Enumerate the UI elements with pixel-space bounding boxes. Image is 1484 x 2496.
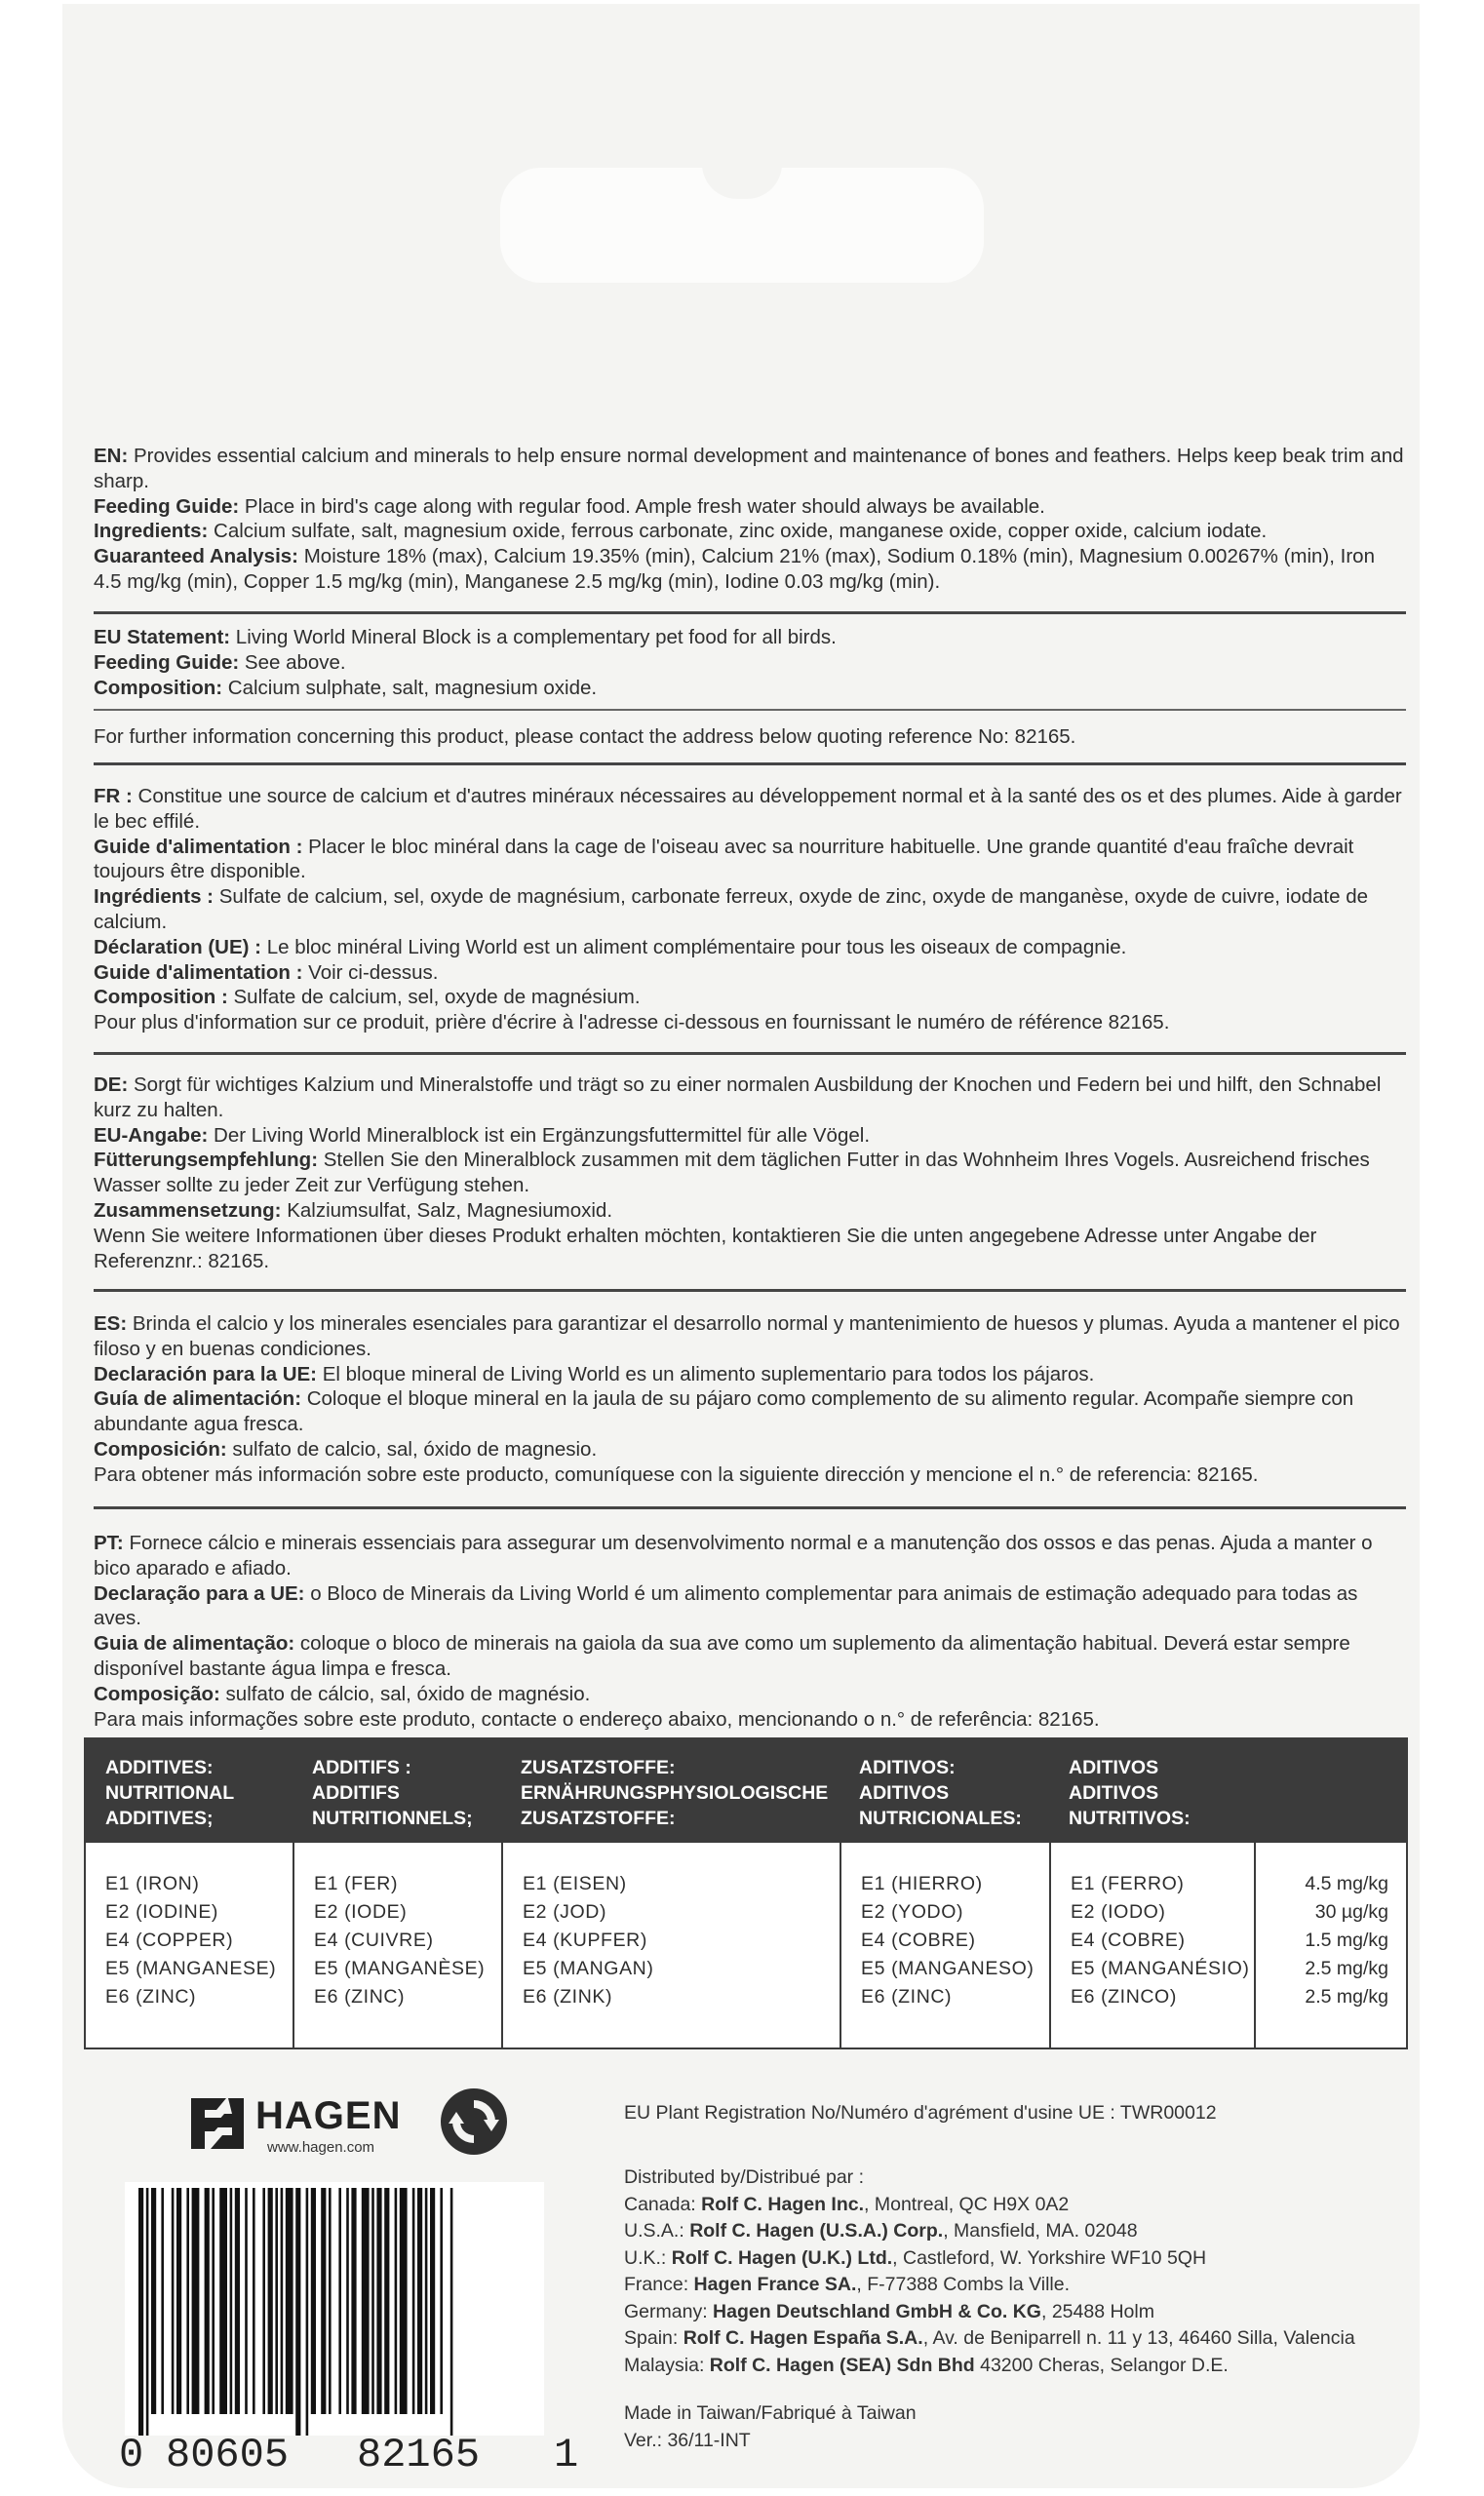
table-cell: E6 (ZINC) (314, 1986, 406, 2008)
barcode-bar (362, 2188, 370, 2414)
en-section (94, 444, 1406, 595)
barcode-bar (425, 2188, 428, 2414)
eu-feeding-label: Feeding Guide: (94, 650, 240, 674)
plant-registration: EU Plant Registration No/Numéro d'agrément d'usine UE : TWR00012 (624, 2102, 1217, 2124)
table-cell: E2 (IODE) (314, 1901, 408, 1923)
barcode-bar (417, 2188, 422, 2414)
es-composition-label: Composición: (94, 1437, 227, 1461)
further-info (94, 724, 1406, 750)
divider (94, 611, 1406, 614)
header-line: NUTRITIONAL (105, 1782, 235, 1804)
barcode-bar (376, 2188, 381, 2414)
de-intro: Sorgt für wichtiges Kalzium und Mineralstoffe und trägt so zu einer normalen Ausbildung der Knochen und Federn bei und hilft, den Schnabel kurz zu halten. (94, 1073, 1382, 1121)
de-label: DE: (94, 1073, 129, 1096)
table-value: 4.5 mg/kg (1305, 1873, 1388, 1894)
pt-section (94, 1531, 1406, 1732)
en-feeding: Place in bird's cage along with regular food. Ample fresh water should always be available. (239, 494, 1045, 518)
barcode-bar (346, 2188, 349, 2414)
barcode-bar (138, 2188, 143, 2436)
eu-statement: Living World Mineral Block is a complementary pet food for all birds. (230, 626, 837, 648)
table-column (1049, 1843, 1256, 2048)
distributor-line: France: Hagen France SA., F-77388 Combs la Ville. (624, 2274, 1070, 2295)
divider (94, 1052, 1406, 1055)
barcode-bar (384, 2188, 389, 2414)
table-cell: E1 (FERRO) (1071, 1873, 1185, 1894)
en-analysis-label: Guaranteed Analysis: (94, 545, 299, 568)
header-line: ZUSATZSTOFFE: (521, 1757, 676, 1778)
barcode-bar (235, 2188, 240, 2414)
table-column (840, 1843, 1051, 2048)
barcode-bar (186, 2188, 189, 2414)
de-eu: Der Living World Mineralblock ist ein Ergänzungsfuttermittel für alle Vögel. (208, 1123, 871, 1147)
distributed-by: Distributed by/Distribué par : (624, 2166, 865, 2188)
logo-wordmark: HAGEN (255, 2094, 402, 2137)
table-cell: E6 (ZINK) (523, 1986, 613, 2008)
fr-declaration-label: Déclaration (UE) : (94, 935, 261, 958)
recycle-icon (439, 2086, 509, 2157)
table-header (84, 1737, 1408, 1841)
barcode-bar (146, 2188, 149, 2436)
divider (94, 1289, 1406, 1292)
header-line: NUTRICIONALES: (859, 1808, 1022, 1829)
table-cell: E4 (CUIVRE) (314, 1930, 434, 1951)
table-cell: E2 (JOD) (523, 1901, 607, 1923)
fr-feeding-label: Guide d'alimentation : (94, 835, 303, 858)
table-column (501, 1843, 841, 2048)
table-value: 1.5 mg/kg (1305, 1930, 1388, 1951)
pt-label: PT: (94, 1532, 124, 1554)
eu-feeding: See above. (239, 650, 346, 674)
table-cell: E1 (FER) (314, 1873, 399, 1894)
table-header-cell (859, 1755, 1022, 1831)
header-line: ADITIVOS (1069, 1782, 1159, 1804)
barcode-bars (125, 2182, 544, 2436)
barcode-bar (212, 2188, 215, 2414)
made-in: Made in Taiwan/Fabriqué à Taiwan (624, 2402, 917, 2424)
barcode-bar (151, 2188, 156, 2414)
header-line: NUTRITIONNELS; (312, 1808, 473, 1829)
table-cell: E6 (ZINCO) (1071, 1986, 1177, 2008)
distributor-line: Germany: Hagen Deutschland GmbH & Co. KG, 25488 Holm (624, 2300, 1154, 2322)
table-body (84, 1841, 1408, 2049)
barcode-bar (450, 2188, 453, 2436)
es-declaration-label: Declaración para la UE: (94, 1362, 318, 1385)
header-line: ZUSATZSTOFFE: (521, 1808, 676, 1829)
es-composition: sulfato de calcio, sal, óxido de magnesio. (226, 1437, 598, 1461)
divider (94, 1506, 1406, 1509)
header-line: ERNÄHRUNGSPHYSIOLOGISCHE (521, 1782, 829, 1804)
distributor-line: U.K.: Rolf C. Hagen (U.K.) Ltd., Castleford, W. Yorkshire WF10 5QH (624, 2246, 1207, 2269)
eu-composition: Calcium sulphate, salt, magnesium oxide. (222, 676, 598, 699)
logo-url: www.hagen.com (267, 2139, 375, 2156)
table-header-cell (105, 1755, 234, 1831)
de-section (94, 1072, 1406, 1273)
table-cell: E6 (ZINC) (105, 1986, 197, 2008)
hagen-logo-icon (187, 2092, 252, 2155)
es-feeding-label: Guía de alimentación: (94, 1387, 302, 1411)
barcode-bar (192, 2188, 200, 2414)
pt-feeding-label: Guia de alimentação: (94, 1632, 295, 1656)
table-cell: E5 (MANGANESE) (105, 1958, 277, 1979)
header-line: ADITIVOS (859, 1782, 950, 1804)
barcode-digits-right: 82165 (357, 2432, 481, 2478)
table-cell: E1 (IRON) (105, 1873, 200, 1894)
barcode-bar (430, 2188, 435, 2414)
further-info-text: For further information concerning this product, please contact the address below quoting reference No: 82165. (94, 725, 1076, 748)
table-cell: E5 (MANGAN) (523, 1958, 654, 1979)
table-cell: E4 (KUPFER) (523, 1930, 647, 1951)
table-cell: E6 (ZINC) (861, 1986, 953, 2008)
eu-statement-label: EU Statement: (94, 626, 231, 648)
table-header-cell (521, 1755, 828, 1831)
fr-composition: Sulfate de calcium, sel, oxyde de magnésium. (227, 986, 641, 1009)
fr-label: FR : (94, 785, 133, 807)
barcode-bar (275, 2188, 278, 2414)
barcode-bar (412, 2188, 415, 2414)
table-values-column (1254, 1843, 1408, 2048)
fr-ingredients-label: Ingrédients : (94, 885, 215, 909)
table-cell: E5 (MANGANÈSE) (314, 1958, 486, 1979)
distributor-block (624, 2164, 1355, 2379)
de-feeding: Stellen Sie den Mineralblock zusammen mit dem täglichen Futter in das Wohnheim Ihres Vogels. Ausreichend frisches Wasser sollte zu jeder Zeit zur Verfügung stehen. (94, 1149, 1370, 1197)
es-label: ES: (94, 1312, 128, 1335)
table-header-cell (1069, 1755, 1191, 1831)
barcode-bar (400, 2188, 408, 2414)
barcode-bar (395, 2188, 398, 2414)
fr-guide2-label: Guide d'alimentation : (94, 960, 303, 984)
header-line: ADITIVOS (1069, 1757, 1159, 1778)
es-feeding: Coloque el bloque mineral en la jaula de su pájaro como complemento de su alimento regular. Acompañe siempre con abundante agua fresca. (94, 1387, 1354, 1436)
table-cell: E2 (IODO) (1071, 1901, 1166, 1923)
es-more-info: Para obtener más información sobre este producto, comuníquese con la siguiente dirección y mencione el n.° de referencia: 82165. (94, 1462, 1259, 1486)
table-header-cell (312, 1755, 473, 1831)
header-line: ADITIVOS: (859, 1757, 956, 1778)
table-cell: E2 (IODINE) (105, 1901, 219, 1923)
barcode-bar (321, 2188, 326, 2414)
barcode-bar (371, 2188, 374, 2414)
de-composition: Kalziumsulfat, Salz, Magnesiumoxid. (281, 1198, 613, 1222)
header-line: ADDITIFS : (312, 1757, 411, 1778)
barcode-bar (440, 2188, 443, 2414)
fr-ingredients: Sulfate de calcium, sel, oxyde de magnésium, carbonate ferreux, oxyde de zinc, oxyde de manganèse, oxyde de cuivre, iodate de calcium. (94, 885, 1369, 933)
en-analysis: Moisture 18% (max), Calcium 19.35% (min), Calcium 21% (max), Sodium 0.18% (min), Magnesium 0.00267% (min), Iron 4.5 mg/kg (min), Copper 1.5 mg/kg (min), Manganese 2.5 mg/kg (min), Iodine 0.03 mg/kg (min). (94, 545, 1375, 593)
barcode-bar (219, 2188, 227, 2414)
table-cell: E5 (MANGANÉSIO) (1071, 1958, 1250, 1979)
header-line: NUTRITIVOS: (1069, 1808, 1191, 1829)
barcode-bar (262, 2188, 265, 2414)
distributor-line: Malaysia: Rolf C. Hagen (SEA) Sdn Bhd 43200 Cheras, Selangor D.E. (624, 2354, 1229, 2376)
table-cell: E4 (COPPER) (105, 1930, 234, 1951)
en-label: EN: (94, 445, 129, 467)
table-cell: E4 (COBRE) (1071, 1930, 1186, 1951)
es-declaration: El bloque mineral de Living World es un alimento suplementario para todos los pájaros. (317, 1362, 1095, 1385)
header-line: ADDITIVES: (105, 1757, 214, 1778)
header-line: ADDITIFS (312, 1782, 400, 1804)
distributor-line: U.S.A.: Rolf C. Hagen (U.S.A.) Corp., Mansfield, MA. 02048 (624, 2220, 1138, 2242)
pt-feeding: coloque o bloco de minerais na gaiola da sua ave como um suplemento da alimentação habitual. Deverá estar sempre disponível bastante água limpa e fresca. (94, 1632, 1350, 1680)
eu-section (94, 625, 1406, 700)
de-composition-label: Zusammensetzung: (94, 1198, 282, 1222)
barcode-digits-left: 80605 (166, 2432, 290, 2478)
eu-composition-label: Composition: (94, 676, 223, 699)
en-ingredients: Calcium sulfate, salt, magnesium oxide, ferrous carbonate, zinc oxide, manganese oxide, copper oxide, calcium iodate. (208, 520, 1268, 543)
barcode-bar (329, 2188, 332, 2414)
barcode-bar (253, 2188, 255, 2414)
barcode-bar (230, 2188, 233, 2414)
distributor-line: Canada: Rolf C. Hagen Inc., Montreal, QC H9X 0A2 (624, 2193, 1070, 2215)
barcode-bar (172, 2188, 175, 2414)
barcode-bar (311, 2188, 316, 2414)
barcode-bar (205, 2188, 210, 2414)
en-intro: Provides essential calcium and minerals to help ensure normal development and maintenance of bones and feathers. Helps keep beak trim and sharp. (94, 445, 1404, 492)
table-column (293, 1843, 503, 2048)
divider (94, 762, 1406, 765)
barcode-bar (281, 2188, 284, 2414)
barcode-bar (306, 2188, 309, 2436)
table-value: 30 µg/kg (1314, 1901, 1388, 1923)
origin-block (624, 2400, 917, 2454)
pt-declaration-label: Declaração para a UE: (94, 1581, 305, 1605)
fr-feeding: Placer le bloc minéral dans la cage de l'oiseau avec sa nourriture habituelle. Une grande quantité d'eau fraîche devrait toujours être disponible. (94, 835, 1354, 883)
hagen-logo (187, 2092, 417, 2155)
barcode-bar (161, 2188, 164, 2414)
barcode-bar (245, 2188, 248, 2414)
distributor-line: Spain: Rolf C. Hagen España S.A., Av. de Beniparrell n. 11 y 13, 46460 Silla, Valencia (624, 2327, 1355, 2349)
table-cell: E2 (YODO) (861, 1901, 964, 1923)
barcode-digit-last: 1 (554, 2432, 579, 2478)
en-feeding-label: Feeding Guide: (94, 494, 240, 518)
fr-declaration: Le bloc minéral Living World est un aliment complémentaire pour tous les oiseaux de compagnie. (261, 935, 1127, 958)
table-value: 2.5 mg/kg (1305, 1958, 1388, 1979)
header-line: ADDITIVES; (105, 1808, 214, 1829)
pt-composition-label: Composição: (94, 1682, 220, 1705)
de-eu-label: EU-Angabe: (94, 1123, 209, 1147)
fr-guide2: Voir ci-dessus. (302, 960, 439, 984)
barcode-bar (295, 2188, 300, 2436)
fr-more-info: Pour plus d'information sur ce produit, prière d'écrire à l'adresse ci-dessous en fournissant le numéro de référence 82165. (94, 1011, 1170, 1034)
fr-section (94, 784, 1406, 1035)
barcode-bar (268, 2188, 273, 2414)
es-intro: Brinda el calcio y los minerales esenciales para garantizar el desarrollo normal y mantenimiento de huesos y plumas. Ayuda a mantener el pico filoso y en buenas condiciones. (94, 1312, 1400, 1360)
pt-more-info: Para mais informações sobre este produto, contacte o endereço abaixo, mencionando o n.° de referência: 82165. (94, 1707, 1100, 1731)
additives-table (84, 1737, 1408, 2049)
pt-intro: Fornece cálcio e minerais essenciais para assegurar um desenvolvimento normal e a manutenção dos ossos e das penas. Ajuda a manter o bico aparado e afiado. (94, 1532, 1373, 1580)
barcode (125, 2182, 544, 2436)
barcode-digit-first: 0 (119, 2432, 144, 2478)
barcode-bar (338, 2188, 341, 2414)
barcode-bar (286, 2188, 293, 2414)
es-section (94, 1311, 1406, 1488)
barcode-bar (176, 2188, 181, 2414)
barcode-bar (351, 2188, 356, 2414)
table-column (86, 1843, 293, 2048)
table-cell: E1 (EISEN) (523, 1873, 627, 1894)
fr-intro: Constitue une source de calcium et d'autres minéraux nécessaires au développement normal et à la santé des os et des plumes. Aide à garder le bec effilé. (94, 785, 1402, 833)
fr-composition-label: Composition : (94, 986, 228, 1009)
pt-declaration: o Bloco de Minerais da Living World é um alimento complementar para animais de estimação adequado para todas as aves. (94, 1581, 1358, 1630)
version: Ver.: 36/11-INT (624, 2429, 751, 2451)
divider (94, 709, 1406, 711)
en-ingredients-label: Ingredients: (94, 520, 209, 543)
table-cell: E5 (MANGANESO) (861, 1958, 1035, 1979)
table-value: 2.5 mg/kg (1305, 1986, 1388, 2008)
table-cell: E4 (COBRE) (861, 1930, 976, 1951)
pt-composition: sulfato de cálcio, sal, óxido de magnésio. (219, 1682, 591, 1705)
de-more-info: Wenn Sie weitere Informationen über dieses Produkt erhalten möchten, kontaktieren Sie die unten angegebene Adresse unter Angabe der Referenznr.: 82165. (94, 1224, 1317, 1272)
table-cell: E1 (HIERRO) (861, 1873, 983, 1894)
de-feeding-label: Fütterungsempfehlung: (94, 1149, 319, 1172)
